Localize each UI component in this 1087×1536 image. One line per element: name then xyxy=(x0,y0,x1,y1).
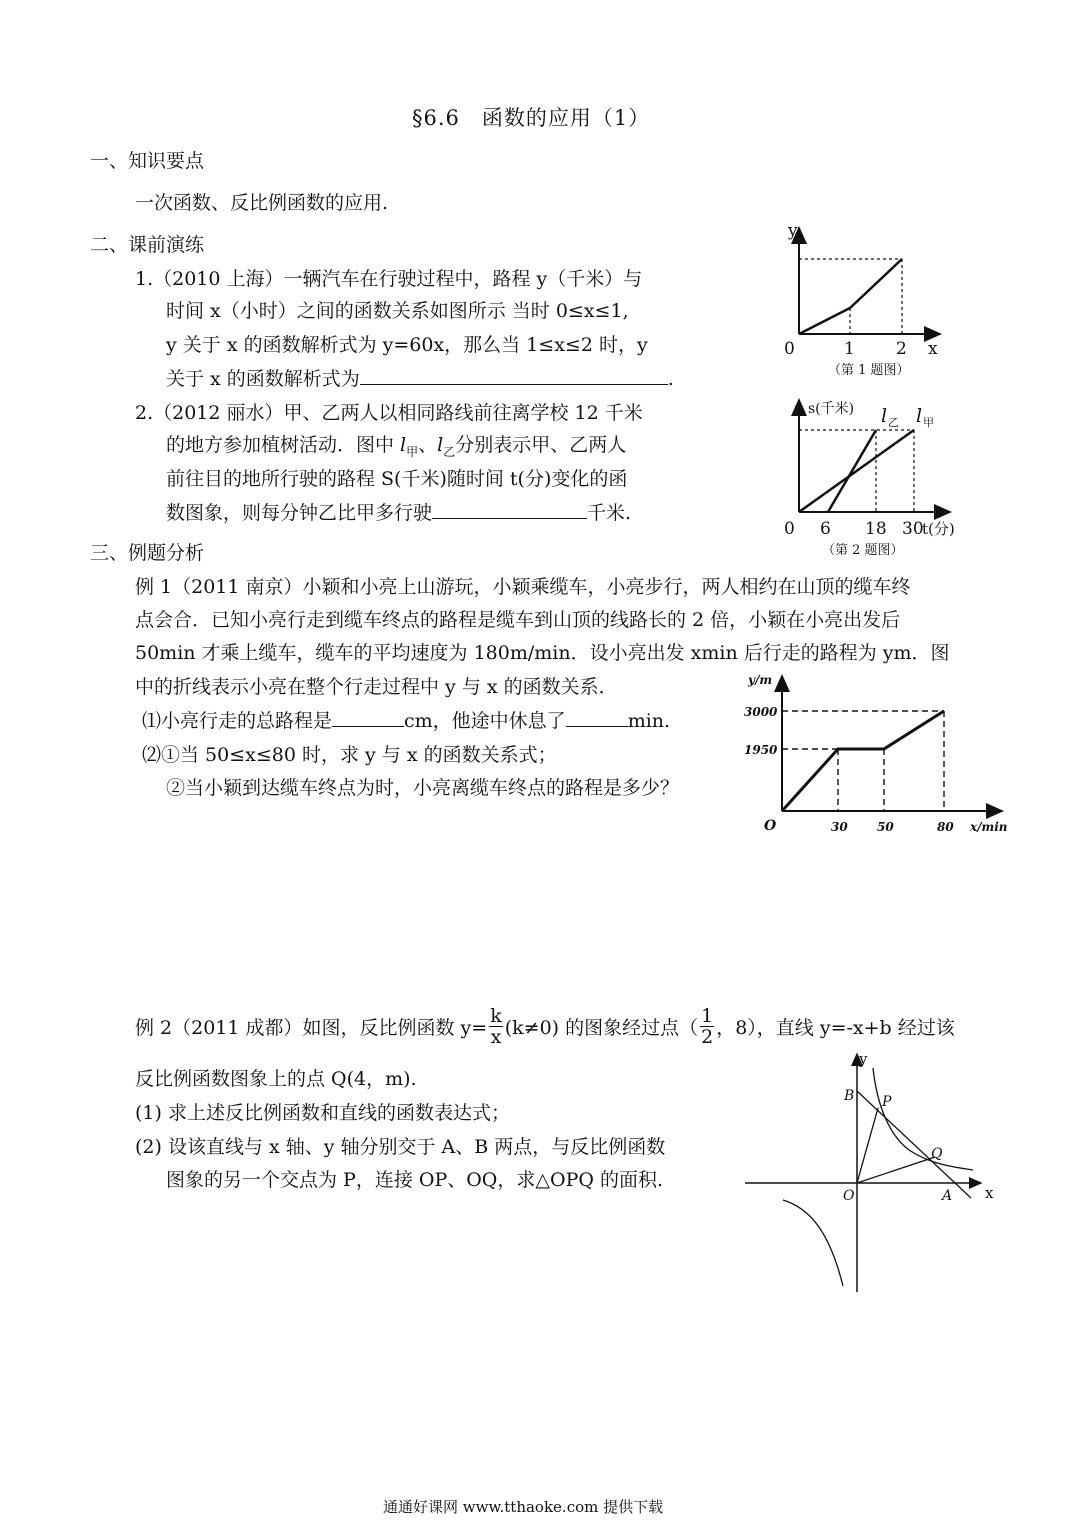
fraction-k: k xyxy=(490,1005,502,1027)
fig4-segment-op xyxy=(857,1108,878,1183)
fig3-polyline xyxy=(782,711,944,811)
fig4-x-label: x xyxy=(985,1184,994,1202)
fig3-xtick-80: 80 xyxy=(937,820,954,834)
figure-1-graph xyxy=(780,222,950,382)
fig4-point-b: B xyxy=(844,1088,855,1104)
fig3-xtick-30: 30 xyxy=(831,820,848,834)
page-title: §6.6 函数的应用（1） xyxy=(412,106,651,130)
fig3-x-label: x/min xyxy=(970,820,1008,834)
q1-line2: 时间 x（小时）之间的函数关系如图所示 当时 0≤x≤1, xyxy=(166,300,629,322)
q2-line2 xyxy=(166,430,626,460)
fig2-l-yi: l xyxy=(881,405,888,427)
fig4-origin: O xyxy=(843,1188,855,1204)
ex1-part2: ⑵①当 50≤x≤80 时，求 y 与 x 的函数关系式； xyxy=(142,744,557,766)
q1-line4-text: 关于 x 的函数解析式为 xyxy=(166,368,360,390)
q1-line3: y 关于 x 的函数解析式为 y=60x，那么当 1≤x≤2 时，y xyxy=(166,334,648,356)
fig2-y-label: s(千米) xyxy=(808,401,855,417)
ex2-line1-text-c: ，8），直线 y=-x+b 经过该 xyxy=(716,1017,955,1039)
ex1-part1-unit: min. xyxy=(627,710,671,732)
fig1-y-label: y xyxy=(788,221,798,241)
figure-3-graph xyxy=(740,668,1010,844)
ex2-part2a: (2) 设该直线与 x 轴、y 轴分别交于 A、B 两点，与反比例函数 xyxy=(135,1136,666,1158)
q2-line3: 前往目的地所行驶的路程 S(千米)随时间 t(分)变化的函 xyxy=(166,468,628,490)
fig2-l-yi-sub: 乙 xyxy=(888,416,899,429)
fig2-tick-30: 30 xyxy=(902,519,924,539)
fig1-tick-1: 1 xyxy=(844,339,855,359)
q1-line4 xyxy=(166,364,674,391)
q2-answer-blank[interactable] xyxy=(432,500,587,519)
fig4-line xyxy=(857,1091,971,1198)
ex1-line3: 50min 才乘上缆车，缆车的平均速度为 180m/min．设小亮出发 xmin 后行走的路程为 ym．图 xyxy=(135,642,950,664)
fig1-tick-2: 2 xyxy=(896,339,907,359)
fig2-origin: 0 xyxy=(784,519,795,539)
ex2-part1: (1) 求上述反比例函数和直线的函数表达式； xyxy=(135,1102,510,1124)
l-jia-sub: 甲 xyxy=(406,444,419,459)
q2-unit: 千米. xyxy=(587,502,632,524)
figure-4-graph xyxy=(745,1050,1005,1300)
fig2-l-jia-sub: 甲 xyxy=(923,416,934,429)
fig2-l-jia: l xyxy=(916,405,923,427)
fig3-xtick-50: 50 xyxy=(877,820,894,834)
ex1-line2: 点会合．已知小亮行走到缆车终点的路程是缆车到山顶的线路长的 2 倍，小颖在小亮出发后 xyxy=(135,609,901,631)
q1-period: . xyxy=(667,368,674,390)
ex1-total-distance-blank[interactable] xyxy=(332,708,404,727)
q2-line2-text-c: 分别表示甲、乙两人 xyxy=(455,434,627,456)
ex2-line1-text-a: 例 2（2011 成都）如图，反比例函数 y= xyxy=(135,1017,488,1039)
fig2-line-jia xyxy=(799,430,914,512)
l-yi-sub: 乙 xyxy=(443,444,456,459)
fig3-ytick-1950: 1950 xyxy=(744,743,778,757)
fig3-origin: O xyxy=(764,818,777,834)
ex1-part1 xyxy=(142,706,670,733)
q2-line2-text-a: 的地方参加植树活动．图中 xyxy=(166,434,401,456)
fig4-hyperbola-right xyxy=(873,1068,973,1170)
fig1-origin: 0 xyxy=(784,339,795,359)
fig4-y-label: y xyxy=(859,1050,868,1068)
section-heading-practice: 二、课前演练 xyxy=(90,234,205,256)
ex1-line4: 中的折线表示小亮在整个行走过程中 y 与 x 的函数关系． xyxy=(135,676,618,698)
fig2-line-yi xyxy=(828,430,876,512)
fig4-point-a: A xyxy=(942,1188,953,1204)
fig2-tick-18: 18 xyxy=(865,519,887,539)
fig4-point-q: Q xyxy=(931,1146,943,1162)
section-heading-examples: 三、例题分析 xyxy=(90,542,205,564)
ex1-line1: 例 1（2011 南京）小颖和小亮上山游玩，小颖乘缆车，小亮步行，两人相约在山顶的缆车终 xyxy=(135,576,911,598)
fraction-one-half xyxy=(700,1006,714,1047)
ex2-line2: 反比例函数图象上的点 Q(4，m). xyxy=(135,1068,417,1090)
ex1-part1-text-a: ⑴小亮行走的总路程是 xyxy=(142,710,333,732)
fraction-k-over-x xyxy=(489,1006,503,1047)
q2-line2-sep: 、 xyxy=(418,434,438,456)
fig2-tick-6: 6 xyxy=(820,519,831,539)
fraction-2: 2 xyxy=(701,1026,714,1048)
fig4-segment-oq xyxy=(857,1157,935,1183)
fig1-x-label: x xyxy=(928,339,938,359)
figure-2-graph xyxy=(780,396,980,562)
fraction-1: 1 xyxy=(701,1005,714,1027)
fig2-caption: （第 2 题图） xyxy=(822,543,904,558)
fig2-x-label: t(分) xyxy=(922,520,955,538)
fig4-hyperbola-left xyxy=(783,1200,843,1286)
l-yi-symbol: l xyxy=(437,434,444,456)
fig3-ytick-3000: 3000 xyxy=(744,705,778,719)
section-heading-knowledge: 一、知识要点 xyxy=(90,150,205,172)
ex2-part2b: 图象的另一个交点为 P，连接 OP、OQ，求△OPQ 的面积. xyxy=(166,1169,664,1191)
q2-line4-text: 数图象，则每分钟乙比甲多行驶 xyxy=(166,502,433,524)
l-jia-symbol: l xyxy=(400,434,407,456)
ex1-part3: ②当小颖到达缆车终点为时，小亮离缆车终点的路程是多少？ xyxy=(166,777,680,799)
fraction-x: x xyxy=(490,1026,502,1048)
ex1-part1-text-b: cm，他途中休息了 xyxy=(404,710,566,732)
ex2-line1-text-b: (k≠0) 的图象经过点（ xyxy=(504,1017,699,1039)
q1-answer-blank[interactable] xyxy=(360,366,668,385)
fig4-point-p: P xyxy=(882,1094,892,1110)
ex1-rest-time-blank[interactable] xyxy=(566,708,628,727)
ex2-line1 xyxy=(135,1006,955,1047)
fig3-y-label: y/m xyxy=(748,673,773,687)
q2-line4 xyxy=(166,498,631,525)
knowledge-content: 一次函数、反比例函数的应用. xyxy=(135,192,389,214)
q2-line1: 2.（2012 丽水）甲、乙两人以相同路线前往离学校 12 千米 xyxy=(135,402,643,424)
q1-line1: 1.（2010 上海）一辆汽车在行驶过程中，路程 y（千米）与 xyxy=(135,268,643,290)
footer-credit: 通通好课网 www.tthaoke.com 提供下载 xyxy=(383,1498,664,1516)
fig1-caption: （第 1 题图） xyxy=(828,363,910,378)
